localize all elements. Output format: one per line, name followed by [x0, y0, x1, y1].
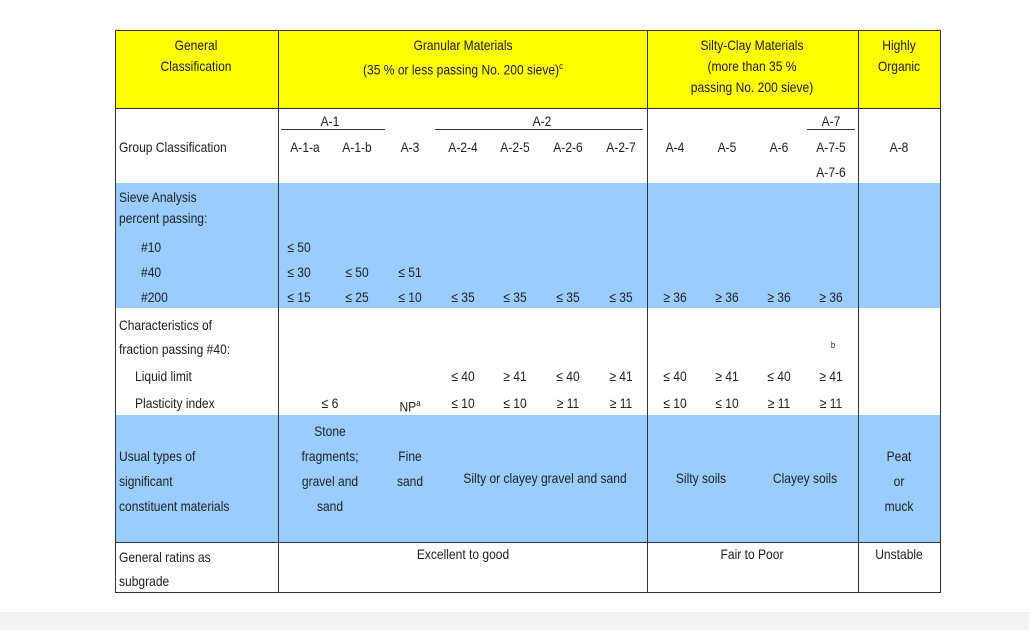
- sieve-band: [115, 183, 941, 308]
- group-code: A-2-5: [500, 139, 530, 155]
- plasticity-index-value: ≥ 11: [767, 395, 791, 411]
- group-parent-a1: A-1: [320, 113, 340, 129]
- silty-clay-header: Silty-Clay Materials (more than 35 % passing No. 200 sieve): [690, 37, 814, 95]
- sieve-value: ≤ 51: [398, 264, 422, 280]
- aashto-classification-table: [115, 30, 941, 593]
- plasticity-index-value: ≤ 6: [321, 395, 339, 411]
- liquid-limit-value: ≥ 41: [819, 368, 843, 384]
- sieve-value: ≥ 36: [663, 289, 687, 305]
- types-clayey: Clayey soils: [772, 470, 838, 486]
- sieve-value: ≥ 36: [715, 289, 739, 305]
- plasticity-index-np: $NP^a$: [399, 398, 421, 415]
- group-code: A-4: [665, 139, 685, 155]
- types-a3: Fine sand: [396, 448, 424, 489]
- liquid-limit-value: ≤ 40: [663, 368, 687, 384]
- rating-granular: Excellent to good: [416, 546, 510, 562]
- sieve-value: ≤ 35: [556, 289, 580, 305]
- footnote-a: a: [416, 398, 421, 408]
- general-classification-header: General Classification: [160, 37, 232, 74]
- plasticity-index-value: ≥ 11: [609, 395, 633, 411]
- liquid-limit-value: ≥ 41: [503, 368, 527, 384]
- fraction-characteristics-label: Characteristics of fraction passing #40:: [119, 317, 231, 357]
- rating-organic: Unstable: [875, 546, 923, 562]
- group-code: A-1-a: [290, 139, 320, 155]
- sieve-row-label: #40: [141, 264, 162, 280]
- types-a1: Stone fragments; gravel and sand: [301, 423, 359, 514]
- group-code: A-3: [400, 139, 420, 155]
- usual-types-label: Usual types of significant constituent materials: [119, 448, 230, 514]
- liquid-limit-value: ≤ 40: [451, 368, 475, 384]
- plasticity-index-value: ≤ 10: [715, 395, 739, 411]
- sieve-value: ≥ 36: [819, 289, 843, 305]
- liquid-limit-value: ≥ 41: [609, 368, 633, 384]
- sieve-value: ≤ 50: [287, 239, 311, 255]
- plasticity-index-value: ≤ 10: [503, 395, 527, 411]
- plasticity-index-value: ≤ 10: [663, 395, 687, 411]
- footnote-c: c: [559, 61, 563, 71]
- types-a2: Silty or clayey gravel and sand: [463, 470, 627, 486]
- rating-silty: Fair to Poor: [720, 546, 784, 562]
- general-rating-label: General ratins as subgrade: [119, 549, 211, 589]
- sieve-row-label: #200: [141, 289, 168, 305]
- group-code: A-7-5: [816, 139, 846, 155]
- sieve-value: ≤ 35: [609, 289, 633, 305]
- plasticity-index-value: ≤ 10: [451, 395, 475, 411]
- bottom-bar: [0, 612, 1029, 630]
- sieve-value: ≥ 36: [767, 289, 791, 305]
- types-silty: Silty soils: [675, 470, 727, 486]
- group-code: A-5: [717, 139, 737, 155]
- liquid-limit-value: ≤ 40: [767, 368, 791, 384]
- sieve-value: ≤ 10: [398, 289, 422, 305]
- sieve-value: ≤ 50: [345, 264, 369, 280]
- sieve-row-label: #10: [141, 239, 162, 255]
- plasticity-index-value: ≥ 11: [556, 395, 580, 411]
- group-parent-a7: A-7: [821, 113, 841, 129]
- highly-organic-header: Highly Organic: [877, 37, 921, 74]
- sieve-value: ≤ 35: [503, 289, 527, 305]
- sieve-analysis-label: Sieve Analysis percent passing:: [119, 189, 208, 226]
- group-parent-a2: A-2: [532, 113, 552, 129]
- group-code: A-2-6: [553, 139, 583, 155]
- group-code: A-2-7: [606, 139, 636, 155]
- liquid-limit-value: ≥ 41: [715, 368, 739, 384]
- group-code: A-8: [889, 139, 909, 155]
- sieve-value: ≤ 30: [287, 264, 311, 280]
- plasticity-index-value: ≥ 11: [819, 395, 843, 411]
- group-code: A-2-4: [448, 139, 478, 155]
- types-organic: Peat or muck: [884, 448, 914, 514]
- group-code: A-1-b: [342, 139, 372, 155]
- plasticity-index-label: Plasticity index: [135, 395, 215, 411]
- group-code: A-7-6: [816, 164, 846, 180]
- liquid-limit-value: ≤ 40: [556, 368, 580, 384]
- footnote-b: b: [830, 340, 836, 350]
- group-code: A-6: [769, 139, 789, 155]
- liquid-limit-label: Liquid limit: [135, 368, 192, 384]
- sieve-value: ≤ 25: [345, 289, 369, 305]
- group-classification-label: Group Classification: [119, 139, 227, 155]
- sieve-value: ≤ 15: [287, 289, 311, 305]
- sieve-value: ≤ 35: [451, 289, 475, 305]
- granular-materials-header: Granular Materials (35 % or less passing No. 200 sieve)$^c$: [363, 37, 563, 78]
